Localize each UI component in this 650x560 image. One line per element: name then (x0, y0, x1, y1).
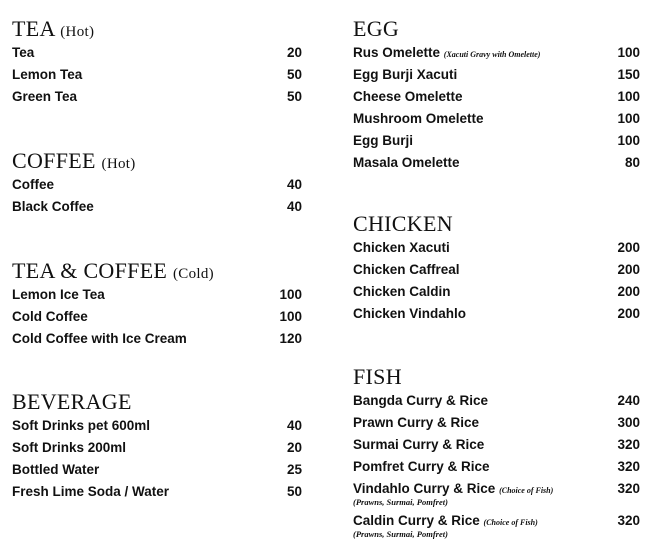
item-name: Mushroom Omelette (353, 111, 484, 126)
item-price: 300 (617, 415, 640, 430)
menu-item (12, 42, 302, 64)
menu-item (353, 130, 640, 152)
item-price: 100 (617, 133, 640, 148)
item-name: Bangda Curry & Rice (353, 393, 489, 408)
menu-item (353, 303, 640, 325)
item-name: Surmai Curry & Rice (353, 437, 485, 452)
item-name: Cold Coffee with Ice Cream (12, 331, 187, 346)
item-price: 100 (617, 89, 640, 104)
item-name: Soft Drinks pet 600ml (12, 418, 151, 433)
item-name: Lemon Tea (12, 67, 83, 82)
section-fish (353, 364, 640, 539)
item-price: 320 (617, 513, 640, 528)
menu-item (353, 259, 640, 281)
item-price: 50 (286, 484, 302, 499)
item-name: Prawn Curry & Rice (353, 415, 480, 430)
item-price: 100 (279, 309, 302, 324)
menu-item (12, 306, 302, 328)
section-subtitle: (Hot) (101, 156, 136, 172)
menu-item (353, 152, 640, 174)
item-price: 200 (617, 284, 640, 299)
item-name: Black Coffee (12, 199, 94, 214)
section-title: CHICKEN (353, 211, 453, 236)
section-title-text: TEA (12, 16, 55, 41)
item-name: Chicken Xacuti (353, 240, 450, 255)
item-price: 40 (286, 199, 302, 214)
item-price: 320 (617, 437, 640, 452)
item-price: 320 (617, 459, 640, 474)
menu-item (12, 415, 302, 437)
menu-item (12, 64, 302, 86)
menu-item (353, 86, 640, 108)
menu-item (353, 42, 640, 64)
section-title (12, 389, 302, 415)
item-name: Fresh Lime Soda / Water (12, 484, 170, 499)
item-name: Rus Omelette (353, 45, 441, 60)
section-title: EGG (353, 16, 400, 41)
item-name: Soft Drinks 200ml (12, 440, 127, 455)
section-coffee-hot (12, 148, 302, 218)
item-price: 150 (617, 67, 640, 82)
item-name: Bottled Water (12, 462, 100, 477)
item-name: Chicken Vindahlo (353, 306, 467, 321)
section-title-text: BEVERAGE (12, 389, 132, 414)
menu-item (353, 390, 640, 412)
section-subtitle: (Cold) (173, 266, 214, 282)
menu-item (12, 86, 302, 108)
section-title (12, 16, 302, 42)
section-beverage (12, 389, 302, 503)
item-price: 240 (617, 393, 640, 408)
item-price: 120 (279, 331, 302, 346)
menu-item (12, 284, 302, 306)
item-price: 80 (624, 155, 640, 170)
item-name: Coffee (12, 177, 55, 192)
item-price: 25 (286, 462, 302, 477)
item-price: 200 (617, 262, 640, 277)
section-subtitle: (Hot) (60, 24, 95, 40)
item-price: 100 (617, 45, 640, 60)
section-tea-coffee-cold (12, 258, 302, 350)
menu-item (12, 196, 302, 218)
item-subnote: (Prawns, Surmai, Pomfret) (353, 497, 448, 507)
item-price: 100 (617, 111, 640, 126)
item-price: 40 (286, 177, 302, 192)
item-price: 200 (617, 306, 640, 321)
item-name-wrap (353, 42, 540, 64)
section-chicken (353, 211, 640, 325)
item-name: Masala Omelette (353, 155, 460, 170)
item-name: Cheese Omelette (353, 89, 463, 104)
menu-item (353, 237, 640, 259)
item-name: Green Tea (12, 89, 78, 104)
item-note: (Xacuti Gravy with Omelette) (443, 50, 541, 59)
item-note: (Choice of Fish) (499, 486, 554, 495)
item-name: Tea (12, 45, 35, 60)
section-title-text: TEA & COFFEE (12, 258, 168, 283)
menu-item (12, 459, 302, 481)
item-name: Egg Burji Xacuti (353, 67, 458, 82)
item-name: Lemon Ice Tea (12, 287, 105, 302)
menu-item (12, 328, 302, 350)
section-title (12, 148, 302, 174)
menu-item (353, 456, 640, 478)
item-price: 20 (286, 45, 302, 60)
item-price: 40 (286, 418, 302, 433)
menu-item (353, 108, 640, 130)
section-egg (353, 16, 640, 174)
section-title-text: COFFEE (12, 148, 96, 173)
menu-item (12, 481, 302, 503)
item-price: 200 (617, 240, 640, 255)
menu-item (353, 64, 640, 86)
section-title: FISH (353, 364, 402, 389)
item-price: 50 (286, 89, 302, 104)
menu-item (353, 281, 640, 303)
menu-item (353, 412, 640, 434)
section-tea-hot (12, 16, 302, 108)
item-price: 100 (279, 287, 302, 302)
item-price: 320 (617, 481, 640, 496)
item-name: Chicken Caffreal (353, 262, 460, 277)
item-name: Vindahlo Curry & Rice (353, 481, 496, 496)
item-name: Pomfret Curry & Rice (353, 459, 490, 474)
section-title (12, 258, 302, 284)
item-name: Cold Coffee (12, 309, 88, 324)
item-name: Egg Burji (353, 133, 413, 148)
item-price: 50 (286, 67, 302, 82)
menu-item (353, 434, 640, 456)
item-name: Caldin Curry & Rice (353, 513, 480, 528)
menu-item (12, 174, 302, 196)
item-name: Chicken Caldin (353, 284, 451, 299)
menu-item (12, 437, 302, 459)
item-subnote: (Prawns, Surmai, Pomfret) (353, 529, 448, 539)
item-note: (Choice of Fish) (483, 518, 538, 527)
item-price: 20 (286, 440, 302, 455)
